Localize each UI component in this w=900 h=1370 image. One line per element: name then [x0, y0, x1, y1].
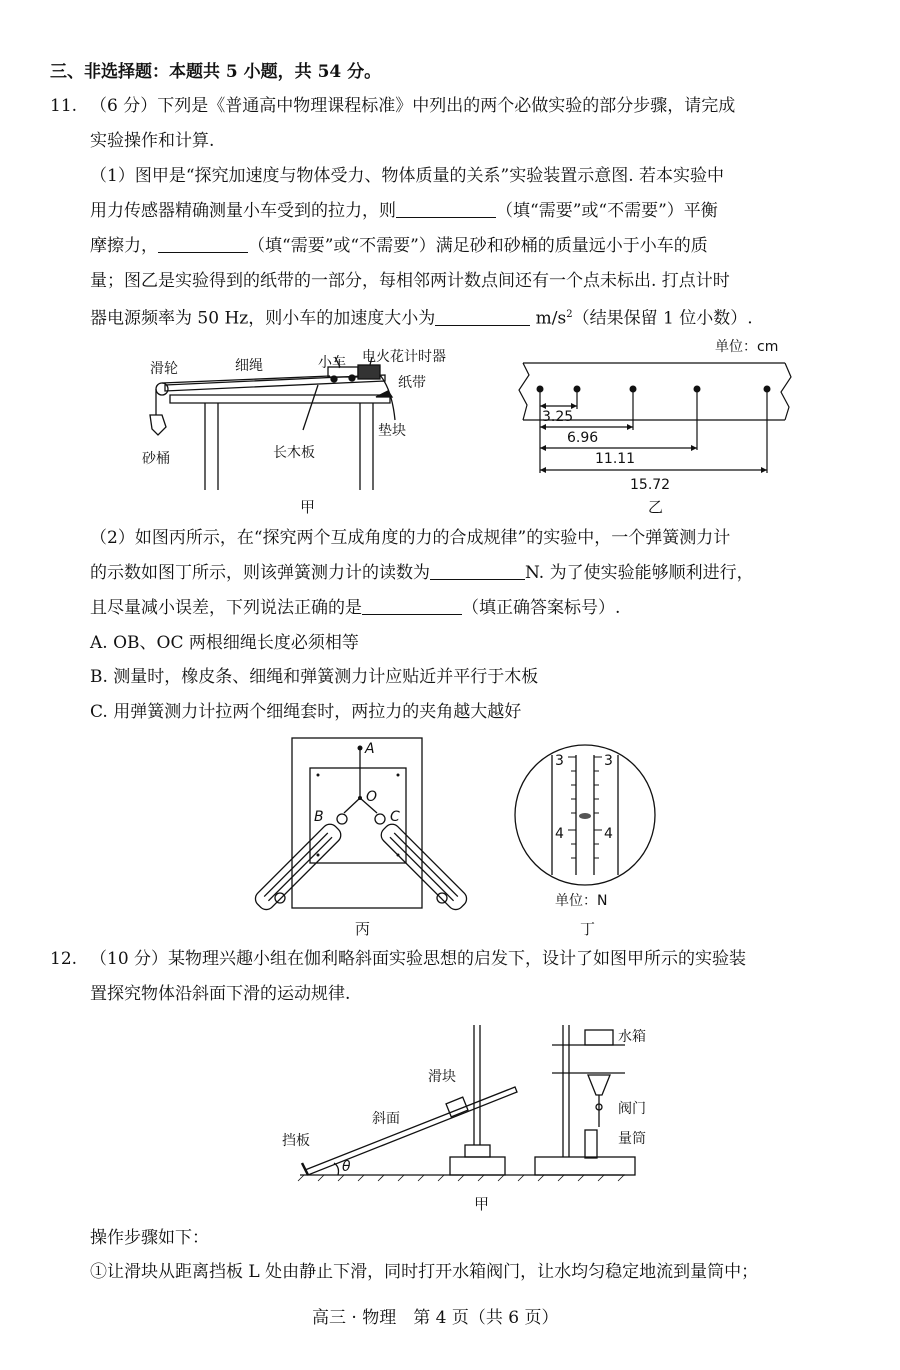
funnel [588, 1075, 610, 1095]
stand-foot [465, 1145, 490, 1157]
q11-stem-line1: （6 分）下列是《普通高中物理课程标准》中列出的两个必做实验的部分步骤，请完成 [90, 96, 736, 116]
q11-p1-line5 [90, 304, 753, 330]
text: 用力传感器精确测量小车受到的拉力，则 [90, 201, 396, 221]
dist-2: 6.96 [567, 430, 599, 446]
sand-bucket-icon [150, 415, 166, 435]
text: 摩擦力， [90, 236, 158, 256]
tick-4-left: 4 [555, 826, 564, 842]
label-a: A [365, 741, 375, 757]
q12-number: 12. [50, 949, 78, 969]
caption-q12-jia: 甲 [474, 1195, 490, 1213]
label-theta: θ [342, 1159, 351, 1175]
section-header: 三、非选择题：本题共 5 小题，共 54 分。 [50, 62, 382, 82]
label-rope: 细绳 [235, 358, 263, 374]
loop [337, 814, 347, 824]
pin [397, 774, 400, 777]
caption-ding: 丁 [580, 920, 596, 938]
caption-bing: 丙 [355, 920, 371, 938]
q11-number: 11. [50, 96, 78, 116]
spark-timer-icon [358, 365, 380, 379]
tape-dot [630, 386, 637, 393]
label-cylinder: 量筒 [618, 1131, 646, 1147]
board-frame [292, 738, 422, 908]
stand-base [450, 1157, 505, 1175]
option-c[interactable]: C. 用弹簧测力计拉两个细绳套时，两拉力的夹角越大越好 [90, 702, 522, 722]
pin [397, 854, 400, 857]
q11-p1-line2 [90, 200, 718, 222]
label-tank: 水箱 [618, 1029, 646, 1045]
pulley-icon [156, 383, 168, 395]
answer-blank-2[interactable] [158, 236, 248, 253]
label-pulley: 滑轮 [150, 361, 178, 377]
text: （填“需要”或“不需要”）满足砂和砂桶的质量远小于小车的质 [248, 236, 708, 256]
scale-unit: 单位：N [555, 893, 608, 909]
label-stopper: 挡板 [282, 1133, 310, 1149]
q11-p1-line4: 量；图乙是实验得到的纸带的一部分，每相邻两计数点间还有一个点未标出. 打点计时 [90, 271, 730, 291]
steps-title: 操作步骤如下： [90, 1228, 209, 1248]
wheel [349, 375, 355, 381]
pin [317, 854, 320, 857]
point-a [358, 746, 363, 751]
label-tape: 纸带 [398, 375, 426, 391]
label-o: O [366, 789, 378, 805]
text: （填“需要”或“不需要”）平衡 [496, 201, 718, 221]
label-block: 垫块 [378, 423, 406, 439]
label-timer: 电火花计时器 [362, 349, 446, 365]
q11-p1-line3 [90, 235, 708, 257]
q11-p2-line2 [90, 562, 754, 584]
tape-torn-right [781, 363, 791, 420]
q11-stem-line2: 实验操作和计算. [90, 131, 215, 151]
water-tank-icon [585, 1030, 613, 1045]
table-top [170, 395, 390, 403]
q11-p1-line1: （1）图甲是“探究加速度与物体受力、物体质量的关系”实验装置示意图. 若本实验中 [90, 166, 725, 186]
tape-unit: 单位：cm [715, 339, 779, 355]
tape-dot [574, 386, 581, 393]
rope-ob [344, 798, 360, 813]
measuring-cylinder-icon [585, 1130, 597, 1158]
text: 器电源频率为 50 Hz，则小车的加速度大小为 [90, 308, 436, 329]
label-c: C [390, 809, 400, 825]
label-incline: 斜面 [372, 1111, 400, 1127]
tick-4-right: 4 [604, 826, 613, 842]
figure-bing-force-board [262, 733, 462, 923]
dist-1: 3.25 [542, 409, 574, 425]
text: （填正确答案标号）. [462, 598, 621, 618]
option-b[interactable]: B. 测量时，橡皮条、细绳和弹簧测力计应贴近并平行于木板 [90, 667, 539, 687]
label-bucket: 砂桶 [142, 451, 170, 467]
pin [317, 774, 320, 777]
figure-jia-cart-apparatus [140, 345, 480, 515]
tape-dot [537, 386, 544, 393]
text: N. 为了使实验能够顺利进行， [525, 563, 754, 583]
wheel [331, 376, 337, 382]
pointer [579, 813, 591, 819]
step-1: ①让滑块从距离挡板 L 处由静止下滑，同时打开水箱阀门，让水均匀稳定地流到量筒中； [90, 1262, 759, 1282]
q11-p2-line3 [90, 597, 620, 619]
answer-blank-4[interactable] [430, 563, 525, 580]
caption-yi: 乙 [648, 498, 664, 516]
answer-blank-5[interactable] [362, 598, 462, 615]
dist-4: 15.72 [630, 477, 671, 493]
figure-q12-incline-apparatus [280, 1015, 660, 1190]
q12-stem-line1: （10 分）某物理兴趣小组在伽利略斜面实验思想的启发下，设计了如图甲所示的实验装 [90, 949, 747, 969]
q12-stem-line2: 置探究物体沿斜面下滑的运动规律. [90, 984, 351, 1004]
dist-3: 11.11 [595, 451, 636, 467]
tick-3-right: 3 [604, 753, 613, 769]
answer-blank-1[interactable] [396, 201, 496, 218]
q11-p2-line1: （2）如图丙所示，在“探究两个互成角度的力的合成规律”的实验中，一个弹簧测力计 [90, 528, 731, 548]
incline [305, 1087, 517, 1175]
leader-line [303, 385, 318, 430]
spring-scale-left [252, 821, 344, 913]
option-a[interactable]: A. OB、OC 两根细绳长度必须相等 [90, 633, 359, 653]
tape-torn-left [519, 363, 529, 420]
caption-jia: 甲 [300, 498, 316, 516]
tick-3-left: 3 [555, 753, 564, 769]
label-slider: 滑块 [428, 1069, 456, 1085]
loop [375, 814, 385, 824]
ground-hatch [298, 1175, 624, 1181]
spring-scale-right [378, 821, 470, 913]
unit-exp: 2 [566, 309, 573, 320]
scale-ticks [568, 757, 602, 858]
figure-yi-paper-tape [515, 335, 805, 500]
stand-base [535, 1157, 635, 1175]
tape-dot [764, 386, 771, 393]
text: 的示数如图丁所示，则该弹簧测力计的读数为 [90, 563, 430, 583]
label-valve: 阀门 [618, 1101, 646, 1117]
label-cart: 小车 [318, 355, 346, 371]
hook-ring [437, 893, 447, 903]
hook-ring [275, 893, 285, 903]
label-board: 长木板 [273, 445, 315, 461]
unit: m/s [535, 308, 567, 329]
text: （结果保留 1 位小数）. [572, 308, 753, 329]
text: 且尽量减小误差，下列说法正确的是 [90, 598, 362, 618]
label-b: B [314, 809, 324, 825]
page-footer: 高三 · 物理 第 4 页（共 6 页） [312, 1308, 559, 1328]
point-o [358, 796, 362, 800]
figure-ding-scale-reading [510, 745, 670, 925]
answer-blank-3[interactable] [435, 309, 530, 326]
tape-dot [694, 386, 701, 393]
